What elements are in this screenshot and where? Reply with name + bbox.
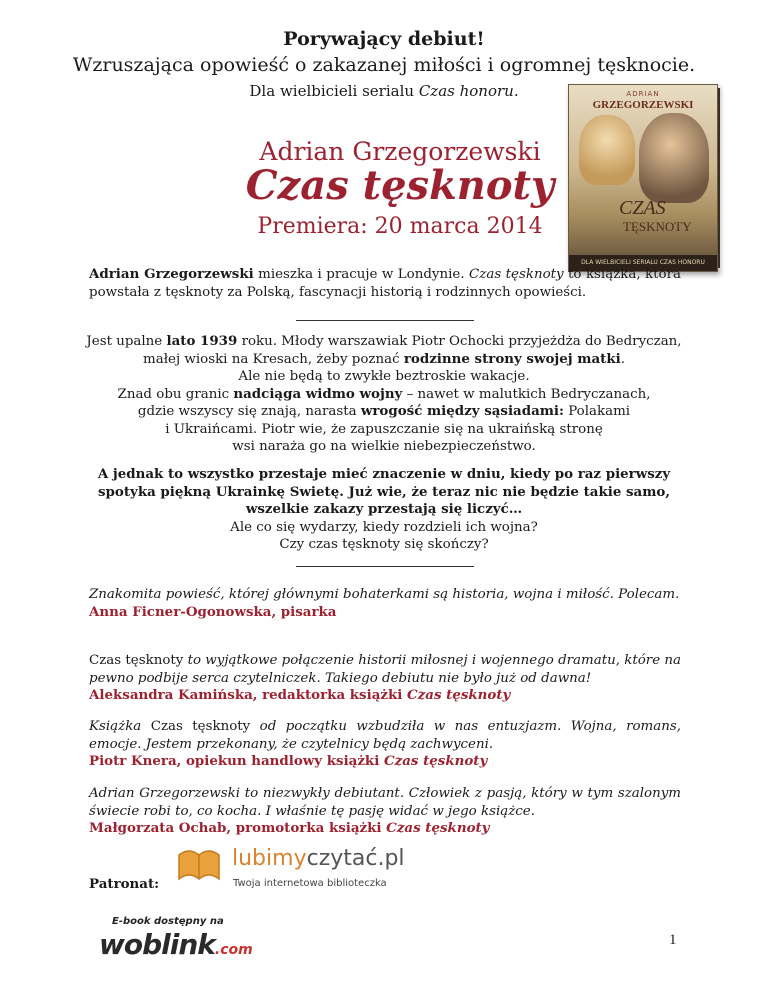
cover-title-line1: CZAS (619, 197, 666, 219)
cover-author-first: ADRIAN (626, 90, 660, 98)
cover-woman-figure (579, 115, 635, 185)
review-signature: Małgorzata Ochab, promotorka książki Czas tęsknoty (89, 820, 490, 836)
patronat-label: Patronat: (89, 876, 160, 892)
review-text: Książka Czas tęsknoty od początku wzbudziła w nas entuzjazm. Wojna, romans, emocje. Jestem przekonany, że czytelnicy będą zachwyceni. (89, 719, 681, 752)
story-synopsis (70, 333, 698, 456)
review-quote-4 (89, 785, 681, 838)
review-signature: Aleksandra Kamińska, redaktorka książki Czas tęsknoty (89, 687, 511, 703)
review-signature: Anna Ficner-Ogonowska, pisarka (89, 603, 337, 620)
headline-tagline: Wzruszająca opowieść o zakazanej miłości i ogromnej tęsknocie. (72, 54, 696, 76)
story-line-3: Ale nie będą to zwykłe beztroskie wakacje. (238, 369, 530, 384)
review-text: Znakomita powieść, której głównymi bohaterkami są historia, wojna i miłość. Polecam. (89, 587, 680, 602)
review-text: Czas tęsknoty to wyjątkowe połączenie historii miłosnej i wojennego dramatu, które na pewno podbije serca czytelniczek. Takiego debiutu nie było już od dawna! (89, 653, 681, 686)
story-line-7: wsi naraża go na wielkie niebezpieczeństwo. (232, 439, 536, 454)
review-text: Adrian Grzegorzewski to niezwykły debiutant. Człowiek z pasją, który w tym szalonym świecie robi to, co kocha. I właśnie tę pasję widać w jego książce. (89, 786, 681, 819)
story-line-6: i Ukraińcami. Piotr wie, że zapuszczanie się na ukraińską stronę (165, 421, 603, 437)
review-quote-2 (89, 652, 681, 705)
cover-man-figure (639, 113, 709, 203)
intro-book-title: Czas tęsknoty (469, 267, 564, 282)
story-line-5: gdzie wszyscy się znają, narasta wrogość między sąsiadami: Polakami (137, 403, 631, 419)
cover-band: DLA WIELBICIELI SERIALU CZAS HONORU (569, 255, 717, 271)
review-quote-1 (89, 586, 681, 621)
woblink-caption: E-book dostępny na (112, 916, 224, 927)
woblink-logo[interactable]: woblink.com (99, 928, 253, 961)
climax-line-3: wszelkie zakazy przestają się liczyć… (245, 501, 523, 517)
intro-author-name: Adrian Grzegorzewski (89, 266, 254, 282)
divider-1 (296, 320, 474, 321)
story-climax (70, 466, 698, 554)
fans-series-title: Czas honoru. (418, 82, 519, 100)
story-line-4: Znad obu granic nadciąga widmo wojny – nawet w malutkich Bedryczanach, (117, 385, 651, 402)
book-title: Czas tęsknoty (245, 162, 555, 209)
climax-question-1: Ale co się wydarzy, kiedy rozdzieli ich wojna? (230, 519, 538, 535)
review-signature: Piotr Knera, opiekun handlowy książki Czas tęsknoty (89, 753, 488, 769)
climax-line-1: A jednak to wszystko przestaje mieć znaczenie w dniu, kiedy po raz pierwszy (97, 466, 671, 482)
fans-prefix: Dla wielbicieli serialu (249, 82, 419, 100)
intro-text-1: mieszka i pracuje w Londynie. (253, 267, 470, 282)
intro-paragraph (89, 266, 681, 301)
lubimyczytac-book-icon (175, 845, 223, 887)
climax-question-2: Czy czas tęsknoty się skończy? (279, 537, 489, 552)
premiere-date: Premiera: 20 marca 2014 (257, 214, 543, 239)
lubimyczytac-tagline: Twoja internetowa biblioteczka (233, 878, 387, 889)
climax-line-2: spotyka piękną Ukrainkę Swietę. Już wie, że teraz nic nie będzie takie samo, (98, 483, 670, 500)
intro-text-2: to książka, która powstała z tęsknoty za Polską, fascynacji historią i rodzinnych opowieści. (89, 267, 681, 300)
review-quote-3 (89, 718, 681, 771)
book-cover-image (568, 84, 718, 272)
cover-author-surname: GRZEGORZEWSKI (592, 99, 694, 111)
lubimyczytac-logo[interactable]: lubimyczytać.pl (232, 846, 405, 871)
page-number: 1 (669, 932, 677, 948)
cover-title-line2: TĘSKNOTY (623, 219, 692, 234)
divider-2 (296, 566, 474, 567)
headline-debut: Porywający debiut! (283, 28, 485, 50)
story-line-1: Jest upalne lato 1939 roku. Młody warszawiak Piotr Ochocki przyjeżdża do Bedryczan, (86, 333, 682, 349)
book-author: Adrian Grzegorzewski (259, 137, 541, 166)
story-line-2: małej wioski na Kresach, żeby poznać rodzinne strony swojej matki. (143, 350, 625, 367)
